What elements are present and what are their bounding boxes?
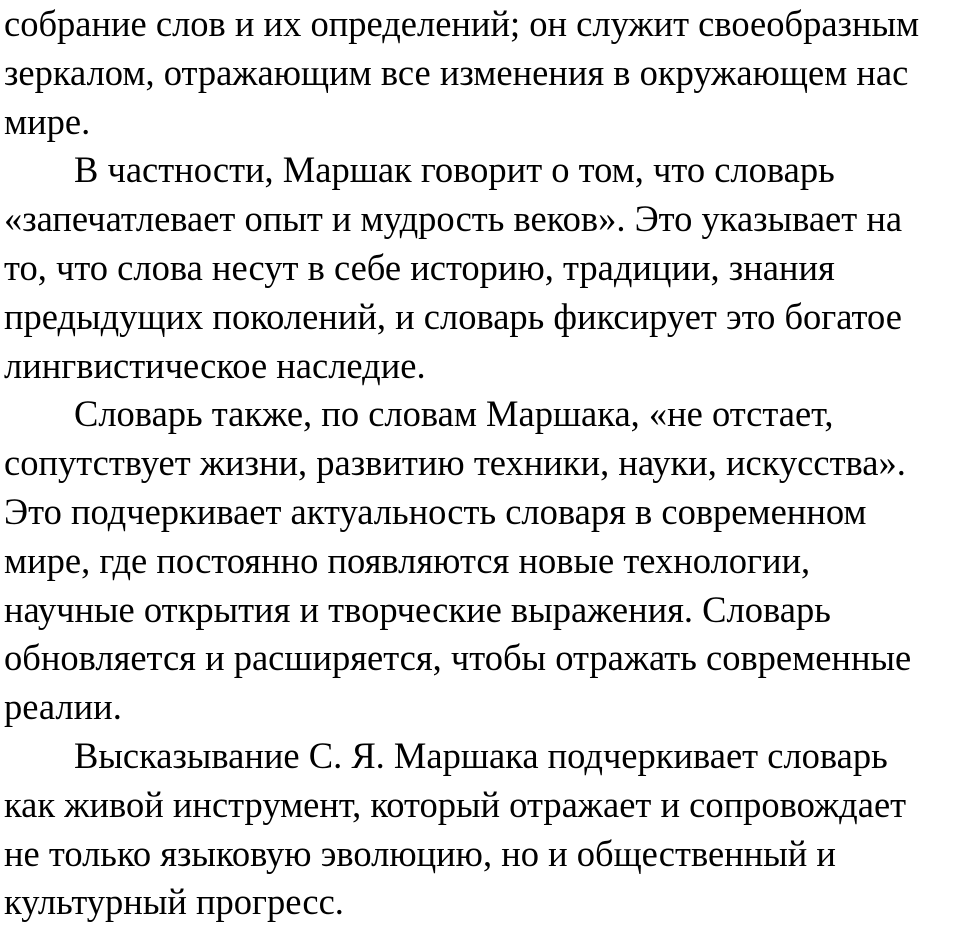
text-line: собрание слов и их определений; он служит своеобразным [4,3,920,44]
text-line: предыдущих поколений, и словарь фиксирует это богатое [4,295,902,337]
document-page [4,0,956,927]
text-line: как живой инструмент, который отражает и сопровождает [4,783,907,825]
text-line: обновляется и расширяется, чтобы отражать современные [4,637,912,679]
text-line-first: В частности, Маршак говорит о том, что словарь [74,149,835,191]
text-line-first: Высказывание С. Я. Маршака подчеркивает словарь [74,734,888,776]
text-line-first: Словарь также, по словам Маршака, «не отстает, [74,393,834,435]
text-line: Это подчеркивает актуальность словаря в современном [4,490,867,532]
paragraph-3 [4,390,956,732]
text-line: мире, где постоянно появляются новые технологии, [4,539,811,581]
text-line: научные открытия и творческие выражения. Словарь [4,588,831,630]
text-line: лингвистическое наследие. [4,344,426,386]
text-line: «запечатлевает опыт и мудрость веков». Это указывает на [4,198,903,240]
text-line: не только языковую эволюцию, но и общественный и [4,832,836,874]
text-line: реалии. [4,686,122,728]
text-line: культурный прогресс. [4,881,344,923]
text-line: зеркалом, отражающим все изменения в окружающем нас [4,51,909,93]
paragraph-1 [4,0,956,146]
paragraph-2 [4,146,956,390]
text-line: то, что слова несут в себе историю, традиции, знания [4,246,835,288]
text-line: сопутствует жизни, развитию техники, науки, искусства». [4,442,906,484]
text-line: мире. [4,100,91,142]
paragraph-4 [4,732,956,927]
